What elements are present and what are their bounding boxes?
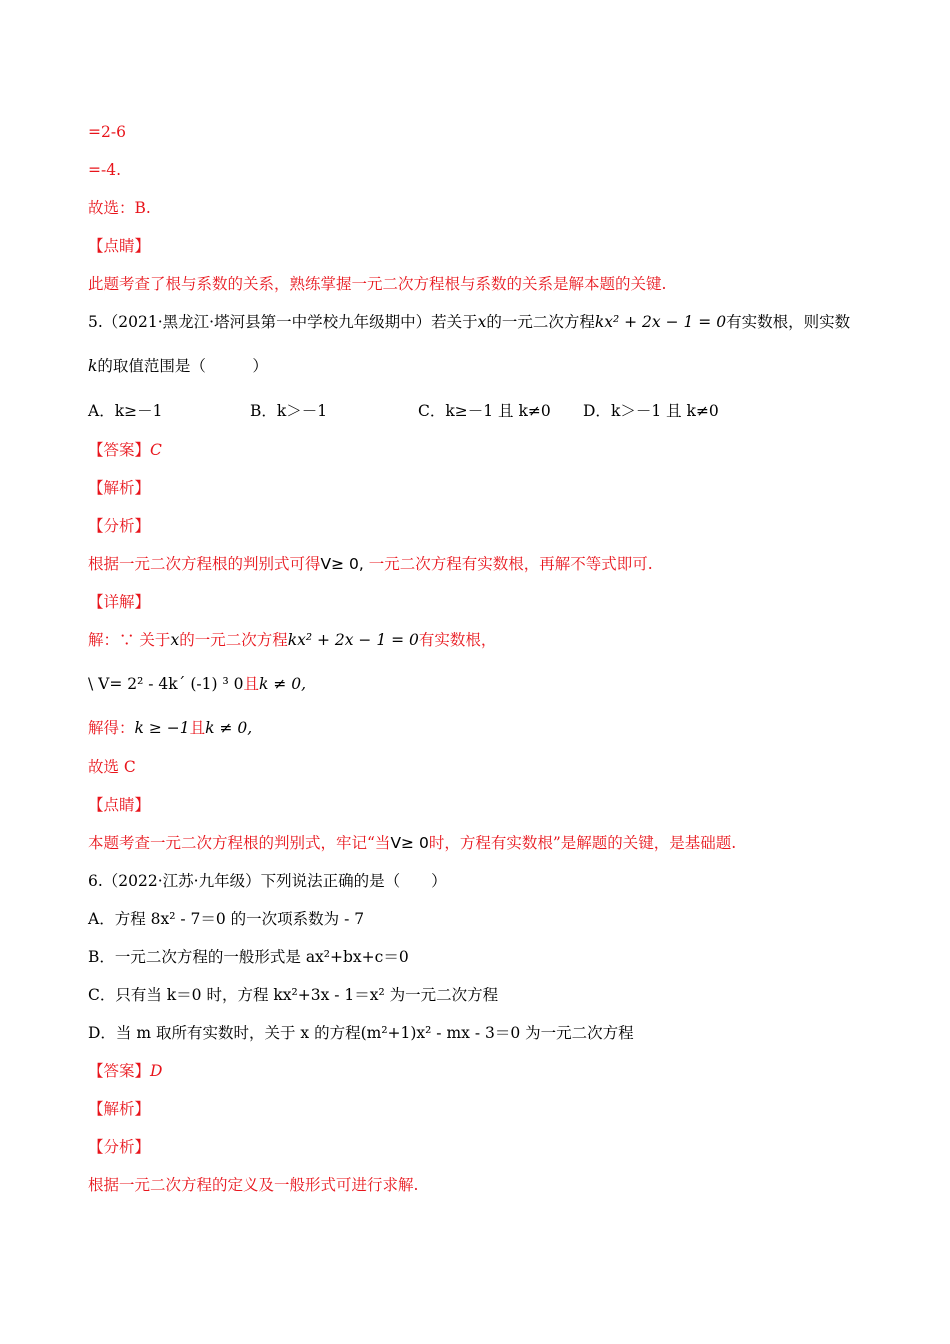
q5-option-b	[250, 401, 327, 421]
q5-answer-tag: 【答案】	[88, 441, 151, 459]
q5-fenxi-part1: 根据一元二次方程根的判别式可得	[88, 555, 321, 573]
q6-answer-tag: 【答案】	[88, 1062, 151, 1080]
q5-fenxi-tag: 【分析】	[88, 517, 151, 535]
q5-answer	[88, 440, 162, 460]
q5-detail-line1	[88, 630, 496, 650]
q5-stem-part3: 有实数根，则实数	[726, 313, 851, 331]
q5-disc-and: 且	[243, 675, 259, 693]
q6-stem: 6.（2022·江苏·九年级）下列说法正确的是（ ）	[88, 872, 447, 890]
q6-fenxi-tag: 【分析】	[88, 1138, 151, 1156]
q5-option-c-label: C．	[418, 402, 446, 420]
q5-option-a	[88, 401, 162, 421]
q5-stem-line2-text: 的取值范围是（ ）	[97, 357, 268, 375]
calc-step-2: =-4.	[88, 161, 122, 179]
q5-comment-cond: V≥ 0	[390, 834, 429, 852]
q5-option-b-text: k＞－1	[276, 402, 328, 420]
q5-fenxi-part2: 一元二次方程有实数根，再解不等式即可.	[368, 555, 653, 573]
q5-fenxi-cond: V≥ 0,	[320, 555, 364, 573]
q6-fenxi: 根据一元二次方程的定义及一般形式可进行求解.	[88, 1176, 419, 1194]
q5-comment	[88, 833, 736, 853]
q5-disc-expr: \ V= 2² - 4k´ (-1) ³ 0	[88, 675, 244, 693]
q5-comment-tag: 【点睛】	[88, 796, 151, 814]
q5-comment-part2: 时，方程有实数根”是解题的关键，是基础题.	[428, 834, 737, 852]
q6-answer-value: D	[150, 1062, 163, 1080]
q5-solve-ineq: k ≥ −1	[134, 719, 190, 737]
q5-disc-cond: k ≠ 0,	[259, 675, 307, 693]
q5-stem	[88, 312, 850, 332]
q5-solve-cond: k ≠ 0,	[205, 719, 253, 737]
q5-discriminant	[88, 674, 306, 694]
prev-comment-tag: 【点睛】	[88, 237, 151, 255]
q5-option-a-text: k≥－1	[114, 402, 163, 420]
q5-option-c	[418, 401, 551, 421]
q5-option-c-text: k≥－1 且 k≠0	[445, 402, 551, 420]
q5-detail-part2: 的一元二次方程	[179, 631, 288, 649]
q6-option-a: A．方程 8x² - 7＝0 的一次项系数为 - 7	[88, 910, 365, 928]
q5-detail-eq: kx² + 2x − 1 = 0	[287, 631, 419, 649]
calc-step-1: =2-6	[88, 123, 126, 141]
q6-option-c: C．只有当 k＝0 时，方程 kx²+3x - 1＝x² 为一元二次方程	[88, 986, 499, 1004]
prev-choice: 故选：B.	[88, 199, 151, 217]
q5-stem-part1: 5.（2021·黑龙江·塔河县第一中学校九年级期中）若关于	[88, 313, 478, 331]
q6-option-d: D．当 m 取所有实数时，关于 x 的方程(m²+1)x² - mx - 3＝0 为一元二次方程	[88, 1024, 634, 1042]
q5-option-d-label: D．	[583, 402, 611, 420]
q5-comment-part1: 本题考查一元二次方程根的判别式，牢记“当	[88, 834, 391, 852]
q5-solve	[88, 718, 252, 738]
q5-choice: 故选 C	[88, 758, 136, 776]
q6-answer	[88, 1061, 162, 1081]
q5-option-a-label: A．	[88, 402, 115, 420]
q6-option-b: B．一元二次方程的一般形式是 ax²+bx+c＝0	[88, 948, 409, 966]
q5-equation: kx² + 2x − 1 = 0	[594, 313, 727, 331]
q5-option-d-text: k＞－1 且 k≠0	[610, 402, 719, 420]
q6-analysis-tag: 【解析】	[88, 1100, 151, 1118]
q5-stem-part2: 的一元二次方程	[486, 313, 595, 331]
q5-detail-tag: 【详解】	[88, 593, 151, 611]
prev-comment: 此题考查了根与系数的关系，熟练掌握一元二次方程根与系数的关系是解本题的关键.	[88, 275, 667, 293]
q5-option-b-label: B．	[250, 402, 277, 420]
q5-option-d	[583, 401, 719, 421]
q5-detail-part1: 解：∵ 关于	[88, 631, 171, 649]
q5-answer-value: C	[150, 441, 162, 459]
q5-detail-x: x	[170, 631, 180, 649]
q5-var-k: k	[88, 357, 98, 375]
q5-solve-and: 且	[189, 719, 206, 737]
q5-fenxi	[88, 554, 653, 574]
q5-solve-label: 解得：	[88, 719, 135, 737]
q5-var-x: x	[477, 313, 487, 331]
q5-stem-line2	[88, 356, 268, 376]
q5-analysis-tag: 【解析】	[88, 479, 151, 497]
q5-detail-part3: 有实数根，	[418, 631, 497, 649]
